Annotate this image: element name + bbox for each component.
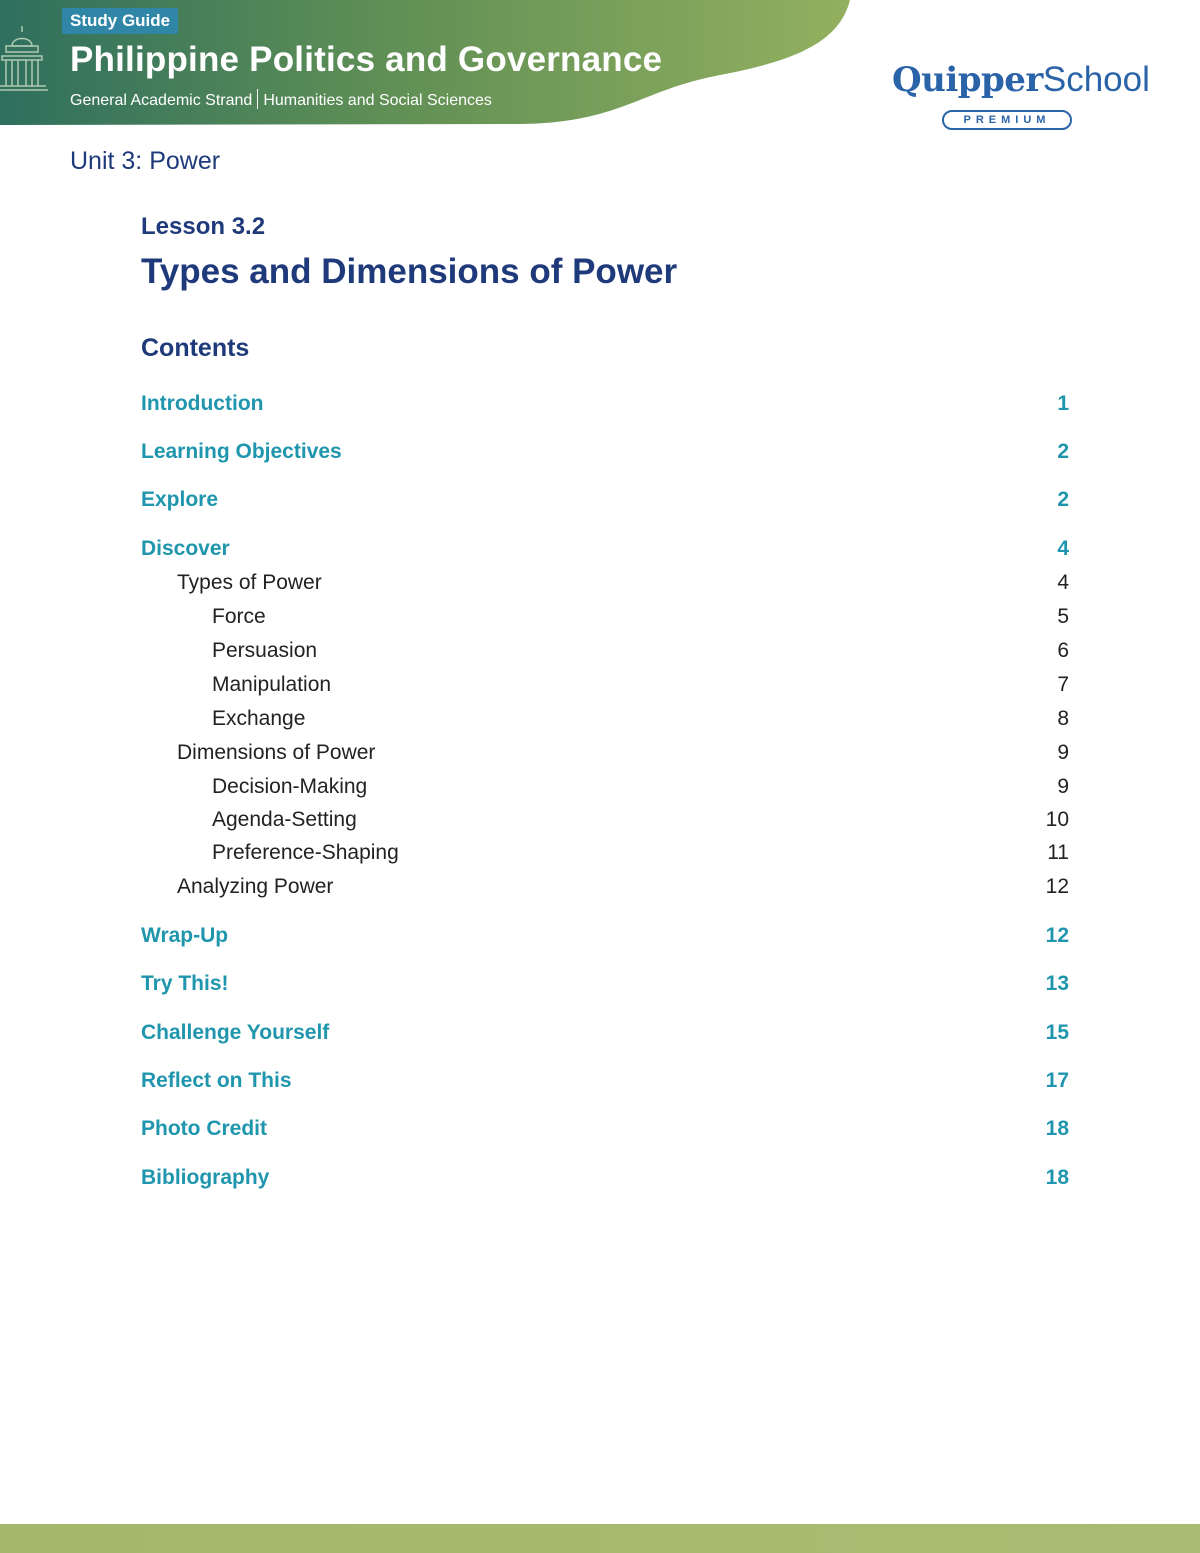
toc-item-page: 2 (1057, 440, 1069, 463)
toc-item-agenda-setting[interactable] (141, 808, 1069, 838)
toc-item-label: Bibliography (141, 1166, 270, 1189)
toc-item-label: Reflect on This (141, 1069, 292, 1092)
toc-item-page: 5 (1057, 605, 1069, 628)
toc-item-analyzing-power[interactable] (141, 875, 1069, 905)
toc-item-label: Photo Credit (141, 1117, 267, 1140)
contents-heading: Contents (141, 334, 250, 362)
logo-word-quipper: Quipper (892, 60, 1043, 100)
study-guide-badge: Study Guide (62, 8, 178, 34)
toc-item-label: Decision-Making (212, 775, 368, 798)
toc-item-force[interactable] (141, 605, 1069, 635)
divider (257, 89, 258, 109)
toc-item-persuasion[interactable] (141, 639, 1069, 669)
toc-item-manipulation[interactable] (141, 673, 1069, 703)
toc-item-page: 6 (1057, 639, 1069, 662)
toc-item-preference-shaping[interactable] (141, 841, 1069, 871)
logo-word-school: School (1042, 60, 1150, 99)
toc-item-dimensions-of-power[interactable] (141, 741, 1069, 771)
toc-item-explore[interactable] (141, 488, 1069, 518)
toc-item-label: Wrap-Up (141, 924, 229, 947)
toc-item-page: 10 (1045, 808, 1069, 831)
toc-item-label: Learning Objectives (141, 440, 342, 463)
toc-item-page: 4 (1057, 571, 1069, 594)
premium-badge: PREMIUM (942, 110, 1072, 130)
toc-item-page: 8 (1057, 707, 1069, 730)
toc-item-page: 13 (1045, 972, 1069, 995)
toc-item-label: Challenge Yourself (141, 1021, 330, 1044)
capitol-building-icon (0, 22, 50, 94)
unit-title: Unit 3: Power (70, 147, 221, 175)
toc-item-page: 1 (1057, 392, 1069, 415)
toc-item-label: Introduction (141, 392, 264, 415)
toc-item-page: 12 (1045, 924, 1069, 947)
toc-item-bibliography[interactable] (141, 1166, 1069, 1196)
quipper-school-logo (892, 56, 1150, 136)
strand-label: General Academic Strand (70, 92, 253, 109)
toc-item-page: 2 (1057, 488, 1069, 511)
toc-item-introduction[interactable] (141, 392, 1069, 422)
toc-item-challenge-yourself[interactable] (141, 1021, 1069, 1051)
toc-item-types-of-power[interactable] (141, 571, 1069, 601)
toc-item-label: Discover (141, 537, 230, 560)
lesson-title: Types and Dimensions of Power (141, 252, 678, 291)
toc-item-label: Exchange (212, 707, 306, 730)
toc-item-label: Agenda-Setting (212, 808, 357, 831)
footer-band (0, 1524, 1200, 1553)
toc-item-discover[interactable] (141, 537, 1069, 567)
toc-item-decision-making[interactable] (141, 775, 1069, 805)
toc-item-learning-objectives[interactable] (141, 440, 1069, 470)
toc-item-label: Persuasion (212, 639, 318, 662)
track-label: Humanities and Social Sciences (263, 92, 492, 109)
toc-item-label: Manipulation (212, 673, 332, 696)
toc-item-page: 9 (1057, 775, 1069, 798)
toc-item-label: Preference-Shaping (212, 841, 399, 864)
lesson-label: Lesson 3.2 (141, 213, 266, 240)
toc-item-page: 12 (1045, 875, 1069, 898)
toc-item-page: 15 (1045, 1021, 1069, 1044)
toc-item-page: 18 (1045, 1166, 1069, 1189)
toc-item-label: Dimensions of Power (177, 741, 376, 764)
toc-item-page: 9 (1057, 741, 1069, 764)
toc-item-try-this[interactable] (141, 972, 1069, 1002)
toc-item-page: 18 (1045, 1117, 1069, 1140)
toc-item-page: 7 (1057, 673, 1069, 696)
course-subtitle (70, 89, 492, 110)
toc-item-label: Force (212, 605, 266, 628)
toc-item-page: 4 (1057, 537, 1069, 560)
toc-item-label: Types of Power (177, 571, 322, 594)
toc-item-page: 17 (1045, 1069, 1069, 1092)
toc-item-wrap-up[interactable] (141, 924, 1069, 954)
toc-item-label: Try This! (141, 972, 229, 995)
toc-item-page: 11 (1047, 841, 1069, 864)
toc-item-label: Explore (141, 488, 219, 511)
toc-item-exchange[interactable] (141, 707, 1069, 737)
course-title: Philippine Politics and Governance (70, 40, 663, 79)
toc-item-photo-credit[interactable] (141, 1117, 1069, 1147)
toc-item-label: Analyzing Power (177, 875, 334, 898)
toc-item-reflect-on-this[interactable] (141, 1069, 1069, 1099)
